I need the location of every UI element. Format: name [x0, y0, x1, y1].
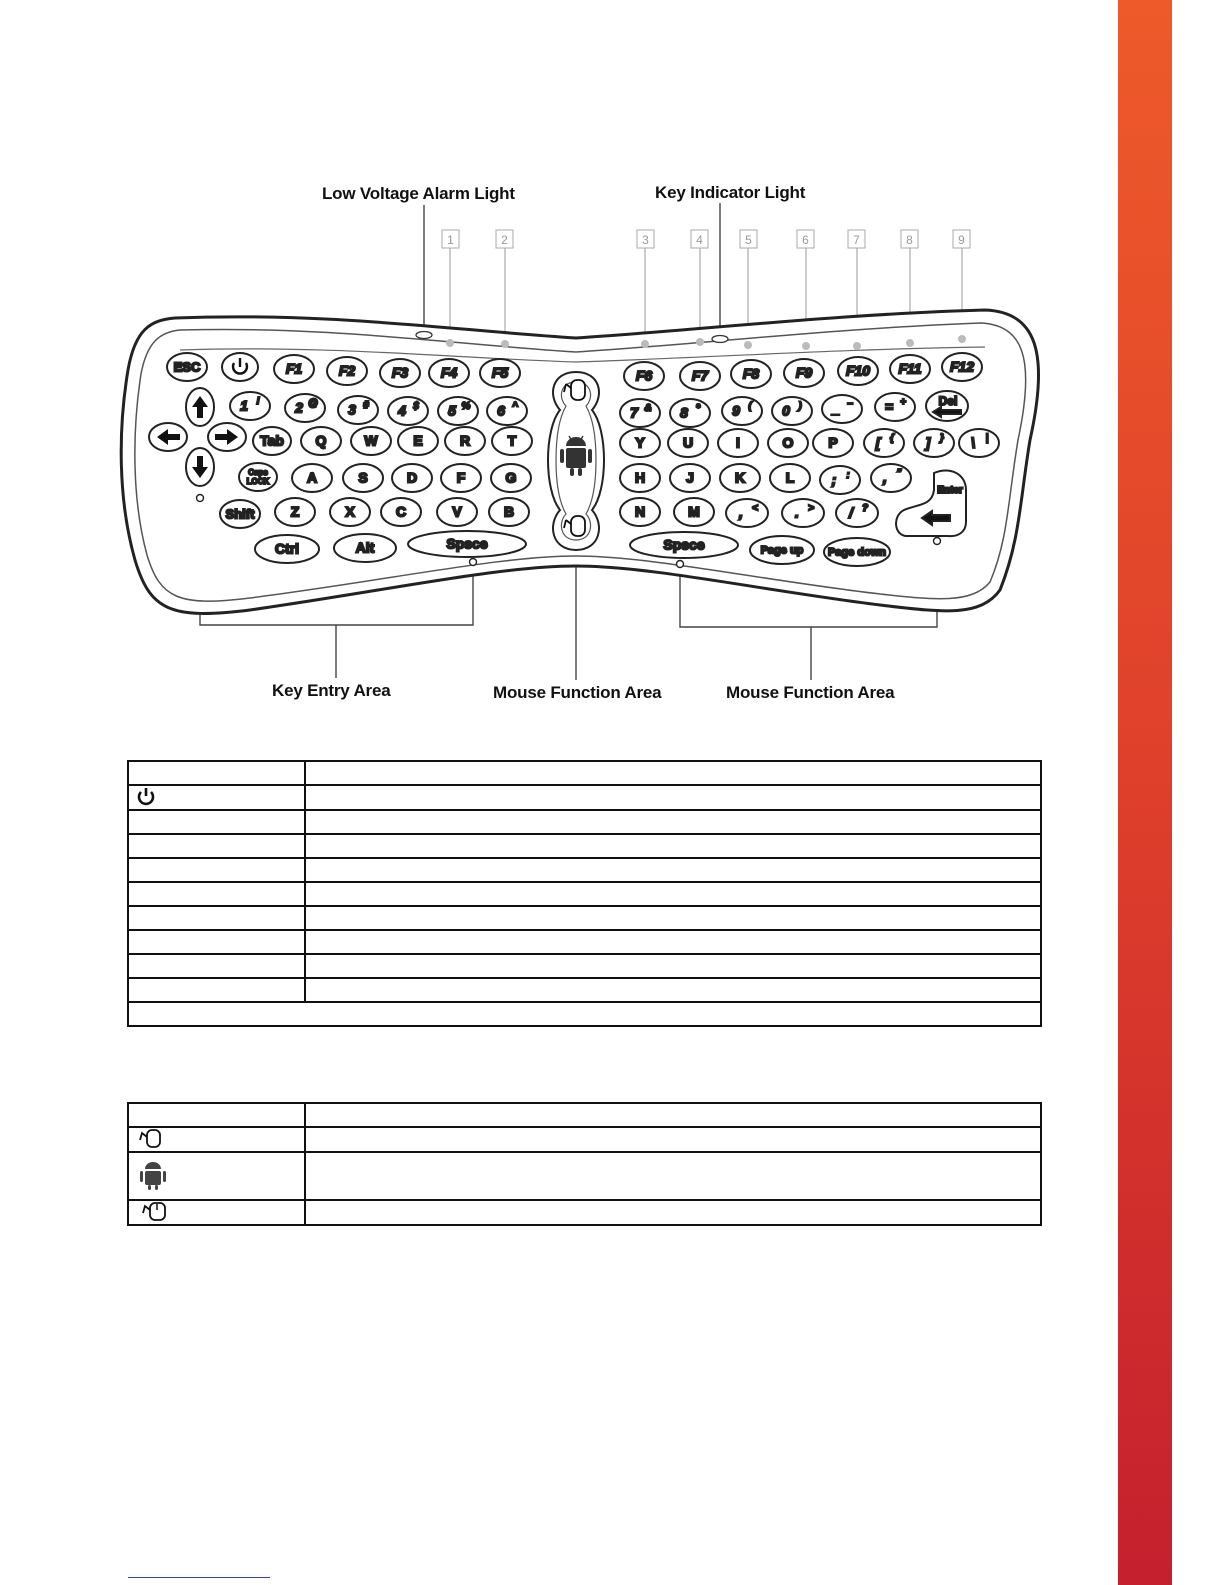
table-row [128, 954, 1041, 978]
key-w-label: W [364, 432, 378, 449]
key-p-label: P [828, 434, 838, 451]
key-9-label: 9 [732, 402, 740, 419]
key-slash-shift-label: ? [861, 503, 869, 514]
key-period[interactable] [782, 499, 824, 527]
key-z-label: Z [290, 503, 300, 520]
key-6-shift-label: ^ [512, 401, 518, 412]
key-indicator-label: Key Indicator Light [655, 183, 806, 202]
key-=-label: = [884, 398, 894, 415]
table-row [128, 1200, 1041, 1225]
keyboard-diagram [0, 0, 1225, 760]
f12-key[interactable] [942, 353, 982, 381]
f7-key[interactable] [680, 362, 720, 390]
key-y[interactable] [620, 429, 660, 457]
f5-key-label: F5 [491, 364, 509, 381]
android-icon [135, 1159, 171, 1191]
key-semicolon[interactable] [820, 466, 860, 494]
key-comma-label: , [739, 504, 743, 521]
f5-key[interactable] [480, 359, 520, 387]
key-bracket-2[interactable] [959, 429, 999, 457]
key-n-label: N [634, 503, 646, 520]
f2-key[interactable] [327, 357, 367, 385]
key-s[interactable] [343, 464, 383, 492]
key-6[interactable] [487, 397, 527, 425]
key-n[interactable] [620, 498, 660, 526]
mouse-right-icon [135, 1201, 175, 1221]
key-indicator-led [712, 336, 728, 343]
key-t[interactable] [492, 427, 532, 455]
callout-number-2: 2 [501, 233, 508, 247]
key-e[interactable] [398, 427, 438, 455]
key-bracket-0-shift-label: { [890, 433, 894, 444]
f6-key[interactable] [624, 362, 664, 390]
key-o-label: O [782, 434, 794, 451]
key-4[interactable] [388, 397, 428, 425]
page-down-key-label: Page down [827, 546, 887, 559]
key-d-label: D [406, 469, 418, 486]
key-j[interactable] [670, 464, 710, 492]
key-slash-label: / [849, 504, 853, 521]
f11-key-label: F11 [898, 360, 922, 377]
key-0-label: 0 [782, 402, 790, 419]
power-icon [135, 786, 157, 806]
key-entry-area-label: Key Entry Area [272, 681, 391, 700]
key-x-label: X [345, 503, 355, 520]
key-d[interactable] [392, 464, 432, 492]
ctrl-key[interactable] [255, 535, 319, 563]
f9-key-label: F9 [795, 364, 813, 381]
shift-key-label: Shift [225, 506, 255, 522]
f1-key-label: F1 [285, 360, 303, 377]
key-o[interactable] [768, 429, 808, 457]
low-voltage-led [416, 332, 432, 339]
key-k[interactable] [720, 464, 760, 492]
enter-key-label: Enter [937, 485, 963, 496]
key-r[interactable] [445, 427, 485, 455]
key-6-label: 6 [497, 402, 505, 419]
key-i[interactable] [718, 429, 758, 457]
key-2-label: 2 [295, 399, 303, 416]
table-row [128, 858, 1041, 882]
key-bracket-2-shift-label: ¦ [985, 433, 989, 444]
key-7[interactable] [620, 399, 660, 427]
key-comma[interactable] [726, 499, 768, 527]
table-row [128, 834, 1041, 858]
key-c-label: C [395, 503, 407, 520]
key-_-label: _ [832, 400, 840, 417]
svg-text:Caps: Caps [248, 468, 268, 477]
f12-key-label: F12 [949, 358, 975, 375]
key-7-shift-label: & [644, 403, 652, 414]
f8-key-label: F8 [742, 365, 760, 382]
f9-key[interactable] [784, 359, 824, 387]
callout-number-5: 5 [745, 233, 752, 247]
key-bracket-1[interactable] [914, 429, 954, 457]
key-3[interactable] [338, 396, 378, 424]
f10-key[interactable] [838, 357, 878, 385]
table-row [128, 761, 1041, 785]
f11-key[interactable] [890, 355, 930, 383]
mouse-function-center[interactable] [548, 372, 604, 550]
key-a[interactable] [292, 464, 332, 492]
key-bracket-0[interactable] [864, 429, 904, 457]
key-j-label: J [686, 469, 694, 486]
del-key-label: Del [938, 394, 958, 408]
key-y-label: Y [635, 434, 645, 451]
key-9[interactable] [722, 397, 762, 425]
key-4-shift-label: $ [413, 401, 419, 412]
key-w[interactable] [351, 427, 391, 455]
key-z[interactable] [275, 498, 315, 526]
key-f[interactable] [441, 464, 481, 492]
key-1-label: 1 [240, 397, 248, 414]
mouse-right-button-icon [571, 516, 585, 536]
key-quote-label: , [883, 469, 887, 486]
key-period-shift-label: > [808, 503, 814, 514]
key-function-table [127, 760, 1042, 1027]
key-g-label: G [505, 469, 517, 486]
key-s-label: S [358, 469, 368, 486]
space-left-key-label: Spsce [446, 535, 488, 552]
table-row [128, 930, 1041, 954]
key-q[interactable] [301, 427, 341, 455]
table-row [128, 1103, 1041, 1127]
low-voltage-label: Low Voltage Alarm Light [322, 184, 515, 203]
page-down-key[interactable] [824, 538, 890, 566]
svg-text:LOCK: LOCK [246, 477, 270, 486]
key-l-label: L [785, 469, 795, 486]
key-b-label: B [503, 503, 515, 520]
esc-key-label: ESC [173, 359, 201, 375]
alt-key-label: Alt [355, 539, 375, 556]
key-8-shift-label: * [696, 403, 700, 414]
key-=[interactable] [875, 393, 915, 421]
key-k-label: K [734, 469, 746, 486]
footer-link-underline[interactable] [128, 1577, 270, 1578]
key-l[interactable] [770, 464, 810, 492]
f7-key-label: F7 [691, 367, 709, 384]
key-0-shift-label: ) [798, 401, 802, 412]
key-7-label: 7 [630, 404, 638, 421]
key-quote-shift-label: ” [896, 468, 902, 479]
space-left-key[interactable] [408, 531, 526, 557]
tab-key[interactable] [253, 427, 291, 455]
key-u[interactable] [668, 429, 708, 457]
f2-key-label: F2 [338, 362, 356, 379]
key-b[interactable] [489, 498, 529, 526]
key-q-label: Q [315, 432, 327, 449]
key-_-shift-label: − [847, 399, 853, 410]
key-semicolon-label: ; [831, 471, 837, 488]
key-8-label: 8 [680, 404, 688, 421]
key-f-label: F [456, 469, 466, 486]
f3-key-label: F3 [391, 364, 409, 381]
key-r-label: R [459, 432, 471, 449]
callout-number-9: 9 [958, 233, 965, 247]
f1-key[interactable] [274, 355, 314, 383]
callout-number-6: 6 [802, 233, 809, 247]
key-=-shift-label: + [900, 397, 906, 408]
key-5[interactable] [438, 397, 478, 425]
alt-key[interactable] [334, 534, 396, 562]
key-i-label: I [736, 434, 740, 451]
key-3-label: 3 [348, 401, 356, 418]
space-right-key[interactable] [630, 532, 738, 558]
key-3-shift-label: # [363, 400, 369, 411]
mouse-function-area-label-center: Mouse Function Area [493, 683, 662, 702]
f8-key[interactable] [731, 360, 771, 388]
key-bracket-2-label: \ [971, 434, 975, 451]
key-2[interactable] [285, 394, 325, 422]
key-m-label: M [688, 503, 700, 520]
key-t-label: T [507, 432, 517, 449]
table-row [128, 1127, 1041, 1152]
f10-key-label: F10 [845, 362, 871, 379]
callout-number-8: 8 [906, 233, 913, 247]
callout-number-4: 4 [696, 233, 703, 247]
key-x[interactable] [330, 498, 370, 526]
key-m[interactable] [674, 498, 714, 526]
table-row [128, 810, 1041, 834]
f4-key-label: F4 [440, 364, 458, 381]
table-row [128, 1152, 1041, 1200]
key-h[interactable] [620, 464, 660, 492]
callout-number-3: 3 [642, 233, 649, 247]
key-slash[interactable] [836, 499, 878, 527]
key-5-label: 5 [448, 402, 456, 419]
key-u-label: U [682, 434, 694, 451]
callout-number-7: 7 [853, 233, 860, 247]
key-_[interactable] [822, 395, 862, 423]
mouse-function-area-label-right: Mouse Function Area [726, 683, 895, 702]
key-bracket-1-shift-label: } [940, 433, 944, 444]
caps-lock-key[interactable] [239, 463, 277, 491]
ctrl-key-label: Ctrl [274, 540, 300, 557]
key-h-label: H [634, 469, 646, 486]
key-v[interactable] [437, 498, 477, 526]
key-1-shift-label: ! [256, 396, 260, 407]
table-row [128, 785, 1041, 810]
key-a-label: A [306, 469, 318, 486]
page-up-key-label: Page up [760, 544, 804, 557]
esc-key[interactable] [167, 353, 207, 381]
key-semicolon-shift-label: : [846, 470, 850, 481]
key-1[interactable] [230, 392, 270, 420]
table-row [128, 882, 1041, 906]
key-4-label: 4 [398, 402, 406, 419]
key-5-shift-label: % [461, 401, 471, 412]
key-v-label: V [452, 503, 462, 520]
key-bracket-0-label: [ [875, 434, 881, 451]
f3-key[interactable] [380, 359, 420, 387]
key-p[interactable] [813, 429, 853, 457]
table-row [128, 906, 1041, 930]
table-row [128, 1002, 1041, 1026]
mouse-function-table [127, 1102, 1042, 1226]
key-period-label: . [795, 504, 799, 521]
callout-number-1: 1 [447, 233, 454, 247]
f6-key-label: F6 [635, 367, 653, 384]
tab-key-label: Tab [260, 432, 284, 449]
key-quote[interactable] [871, 464, 911, 492]
key-9-shift-label: ( [748, 401, 752, 412]
table-row [128, 978, 1041, 1002]
mouse-left-icon [135, 1128, 171, 1148]
key-e-label: E [413, 432, 423, 449]
shift-key[interactable] [220, 500, 260, 528]
key-c[interactable] [381, 498, 421, 526]
key-0[interactable] [772, 397, 812, 425]
space-right-key-label: Spsce [663, 536, 705, 553]
key-g[interactable] [491, 464, 531, 492]
key-2-shift-label: @ [308, 398, 318, 409]
key-8[interactable] [670, 399, 710, 427]
mouse-left-button-icon [571, 380, 585, 400]
del-key[interactable] [926, 391, 968, 421]
f4-key[interactable] [429, 359, 469, 387]
power-key[interactable] [222, 353, 258, 381]
page-up-key[interactable] [750, 536, 814, 564]
key-comma-shift-label: < [752, 503, 758, 514]
key-bracket-1-label: ] [925, 434, 931, 451]
